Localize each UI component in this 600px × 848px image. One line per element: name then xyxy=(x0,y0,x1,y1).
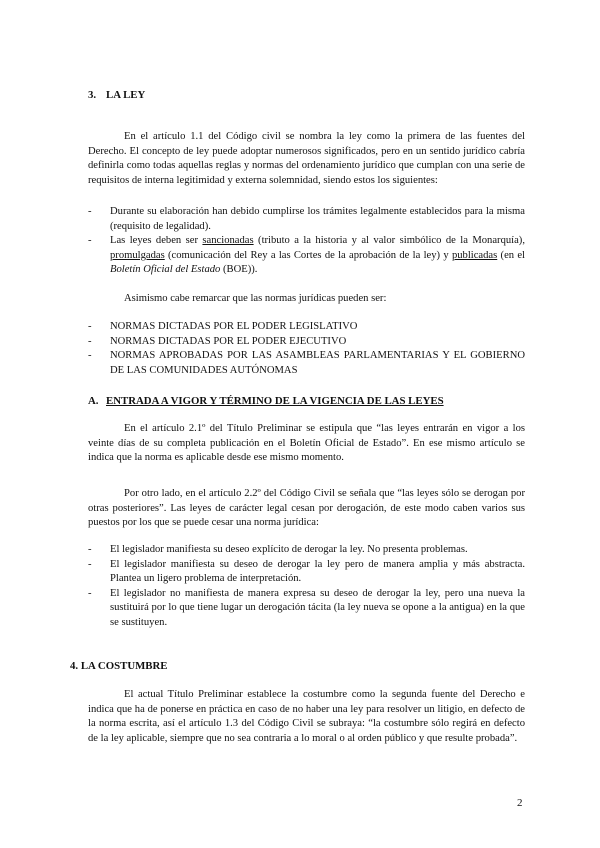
list-item xyxy=(88,320,525,335)
paragraph-text: El actual Título Preliminar establece la costumbre como la segunda fuente del Derecho e indica que ha de ponerse en práctica en caso de no haber una ley para resolver un litigio, en defecto de la norma escrita, así el artículo 1.3 del Código Civil se subraya: “la costumbre sólo regirá en defecto de la ley aplicable, siempre que no sea contraria a lo moral o al orden público y que resulte probada”. xyxy=(88,689,525,744)
section-a-paragraph-1 xyxy=(88,422,525,466)
paragraph-text: En el artículo 1.1 del Código civil se nombra la ley como la primera de las fuentes del Derecho. El concepto de ley puede adoptar numerosos significados, pero en un sentido jurídico cabría definirla como todas aquellas reglas y normas del ordenamiento jurídico que cumplan con una serie de requisitos de interna legitimidad y externa solemnidad, siendo estos los siguientes: xyxy=(88,131,525,186)
list-item-text: NORMAS DICTADAS POR EL PODER LEGISLATIVO xyxy=(110,321,358,332)
paragraph-text: En el artículo 2.1º del Título Preliminar se estipula que “las leyes entrarán en vigor a los veinte días de su completa publicación en el Boletín Oficial de Estado”. En ese mismo artículo se indica que la norma es aplicable desde ese mismo momento. xyxy=(88,423,525,464)
dash-bullet: - xyxy=(88,235,92,247)
list-item xyxy=(88,335,525,350)
normas-list xyxy=(88,320,525,378)
dash-bullet: - xyxy=(88,335,92,347)
list-item xyxy=(88,558,525,587)
text-run: (BOE)). xyxy=(220,264,258,276)
section-number: 4. xyxy=(70,660,79,672)
list-item-text: El legislador no manifiesta de manera expresa su deseo de derogar la ley, pero una nueva la sustituirá por lo que tiene lugar un derogación tácita (la ley nueva se opone a la antigua) en la que se sustituyen. xyxy=(110,587,525,628)
text-run: (tributo a la historia y al valor simbólico de la Monarquía), xyxy=(253,235,525,247)
dash-bullet: - xyxy=(88,587,92,599)
list-item xyxy=(88,349,525,378)
section-3-heading xyxy=(88,88,145,103)
list-item xyxy=(88,234,525,278)
list-item xyxy=(88,543,525,558)
supuestos-list xyxy=(88,543,525,631)
list-item-text: NORMAS APROBADAS POR LAS ASAMBLEAS PARLAMENTARIAS Y EL GOBIERNO DE LAS COMUNIDADES AUTÓNOMAS xyxy=(110,350,525,376)
list-item-text: El legislador manifiesta su deseo explícito de derogar la ley. No presenta problemas. xyxy=(110,544,468,555)
text-run: Las leyes deben ser xyxy=(110,235,203,247)
italic-boe-name: Boletín Oficial del Estado xyxy=(110,264,221,276)
paragraph-text: Asimismo cabe remarcar que las normas jurídicas pueden ser: xyxy=(124,293,387,304)
dash-bullet: - xyxy=(88,558,92,570)
section-4-heading xyxy=(70,659,168,674)
requisitos-list xyxy=(88,205,525,278)
section-3-intro-paragraph xyxy=(88,130,525,188)
page-number: 2 xyxy=(517,797,523,809)
text-run: (en el xyxy=(497,249,525,261)
section-title: LA COSTUMBRE xyxy=(80,660,168,672)
section-title: ENTRADA A VIGOR Y TÉRMINO DE LA VIGENCIA DE LAS LEYES xyxy=(106,395,444,407)
underlined-term-publicadas: publicadas xyxy=(451,249,498,261)
section-a-heading xyxy=(88,394,444,409)
list-item xyxy=(88,205,525,234)
section-title: LA LEY xyxy=(106,89,146,101)
list-item-text: Durante su elaboración han debido cumplirse los trámites legalmente establecidos para la misma (requisito de legalidad). xyxy=(110,206,525,232)
dash-bullet: - xyxy=(88,350,92,362)
dash-bullet: - xyxy=(88,321,92,332)
section-letter: A. xyxy=(88,395,99,407)
paragraph-text: Por otro lado, en el artículo 2.2º del Código Civil se señala que “las leyes sólo se derogan por otras posteriores”. Las leyes de carácter legal cesan por derogación, de este modo caben varios sus puestos por los que se puede cesar una norma jurídica: xyxy=(88,488,525,529)
underlined-term-sancionadas: sancionadas xyxy=(202,235,254,247)
underlined-term-promulgadas: promulgadas xyxy=(110,249,165,261)
section-a-paragraph-2 xyxy=(88,487,525,531)
text-run: (comunicación del Rey a las Cortes de la aprobación de la ley) y xyxy=(164,249,452,261)
list-item-text: NORMAS DICTADAS POR EL PODER EJECUTIVO xyxy=(110,335,347,347)
section-4-paragraph xyxy=(88,688,525,746)
asimismo-paragraph xyxy=(88,292,525,307)
section-number: 3. xyxy=(88,89,97,101)
list-item xyxy=(88,587,525,631)
dash-bullet: - xyxy=(88,206,92,217)
dash-bullet: - xyxy=(88,544,92,555)
list-item-text: El legislador manifiesta su deseo de derogar la ley pero de manera amplia y más abstracta. Plantea un ligero problema de interpretación. xyxy=(110,558,525,585)
